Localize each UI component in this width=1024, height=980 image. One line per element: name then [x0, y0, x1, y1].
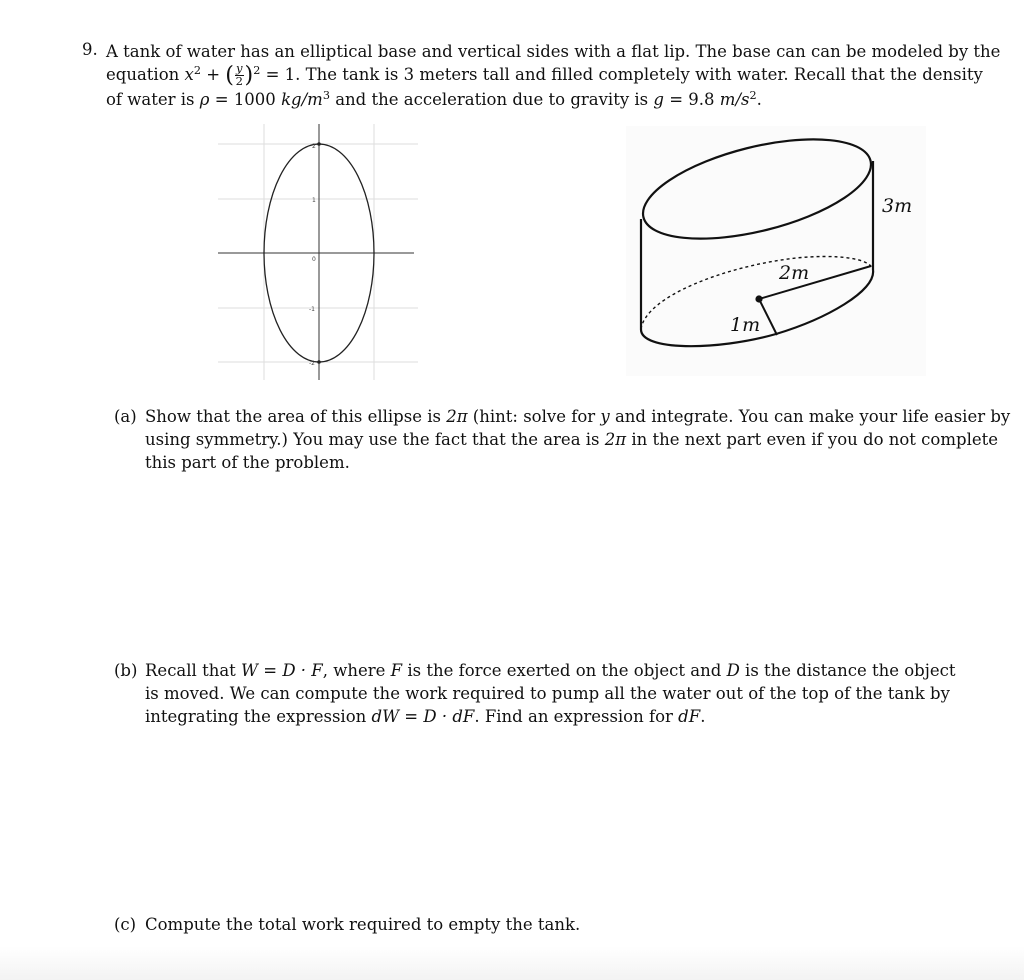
part-b-label: (b): [114, 661, 138, 680]
bottom-vertex-point: [317, 360, 321, 364]
equation-word: equation: [106, 65, 180, 84]
problem-line-2: equation $x^2$ + ( $\frac{y}{2}$ )$^2$ = 1. The tank is 3 meters tall and filled completely with water. Recall that the density: [106, 61, 983, 88]
gravity-units: m/s: [719, 89, 750, 109]
base-center-point: [755, 295, 762, 302]
frac-numerator-y: y: [235, 61, 243, 76]
var-y-hint: y: [600, 407, 610, 426]
part-a-text: Show that the area of this ellipse is 2π (hint: solve for y and integrate. You can make your life easier by using symmetry.) You may use the fact that the area is 2π in the next part even if you do not complete this part of the problem.: [145, 407, 1011, 472]
semi-minor-label: 1m: [730, 314, 761, 336]
differential-work-equation: dW = D · dF: [371, 707, 475, 726]
exp-3: 3: [322, 88, 330, 102]
part-c: [114, 913, 974, 937]
part-a-label: (a): [114, 407, 137, 426]
part-c-text: Compute the total work required to empty the tank.: [145, 915, 581, 934]
tick-0: 0: [312, 256, 316, 263]
tick-neg2: -2: [309, 360, 315, 367]
tick-2: 2: [312, 143, 316, 150]
part-b-text: Recall that W = D · F, where F is the force exerted on the object and D is the distance the object is moved. We can compute the work required to pump all the water out of the top of the tank by integrating the expression dW = D · dF. Find an expression for dF.: [145, 661, 956, 726]
height-label: 3m: [882, 195, 913, 217]
ellipse-graph: [218, 124, 418, 380]
page-bottom-shade: [0, 946, 1024, 980]
grid-lines: [218, 124, 418, 380]
tick-1: 1: [312, 197, 316, 204]
var-x: x: [184, 65, 194, 84]
exp-2c: 2: [749, 88, 757, 102]
var-g: g: [653, 89, 664, 109]
water-density-text: of water is: [106, 89, 195, 109]
density-units: kg/m: [281, 89, 323, 109]
problem-statement: [106, 40, 1001, 111]
tick-neg1: -1: [309, 306, 315, 313]
area-value: 2π: [446, 407, 468, 426]
y-over-2-fraction: [235, 63, 244, 87]
density-value: 1000: [233, 89, 276, 109]
figure-background: [626, 126, 926, 376]
part-c-label: (c): [114, 915, 137, 934]
gravity-text: and the acceleration due to gravity is: [335, 89, 649, 109]
area-value-2: 2π: [604, 430, 627, 449]
plus-sign: +: [206, 65, 221, 84]
gravity-value: 9.8: [688, 89, 715, 109]
problem-line-2-rest: = 1. The tank is 3 meters tall and filled completely with water. Recall that the density: [265, 65, 983, 84]
part-b: [114, 659, 974, 731]
exp-2b: 2: [253, 63, 261, 77]
var-rho: ρ: [199, 89, 210, 109]
problem-line-3: of water is ρ = 1000 $kg/m^3$ and the acceleration due to gravity is g = 9.8 $m/s^2$.: [106, 88, 762, 109]
frac-denominator-2: 2: [235, 74, 243, 88]
semi-major-label: 2m: [779, 262, 810, 284]
problem-line-1: A tank of water has an elliptical base and vertical sides with a flat lip. The base can can be modeled by the: [106, 42, 1001, 61]
work-equation: W = D · F: [241, 661, 323, 680]
part-a: [114, 405, 1011, 477]
problem-number: 9.: [82, 40, 98, 59]
exp-2: 2: [193, 63, 201, 77]
top-vertex-point: [317, 142, 321, 146]
tank-figure: [626, 126, 926, 376]
